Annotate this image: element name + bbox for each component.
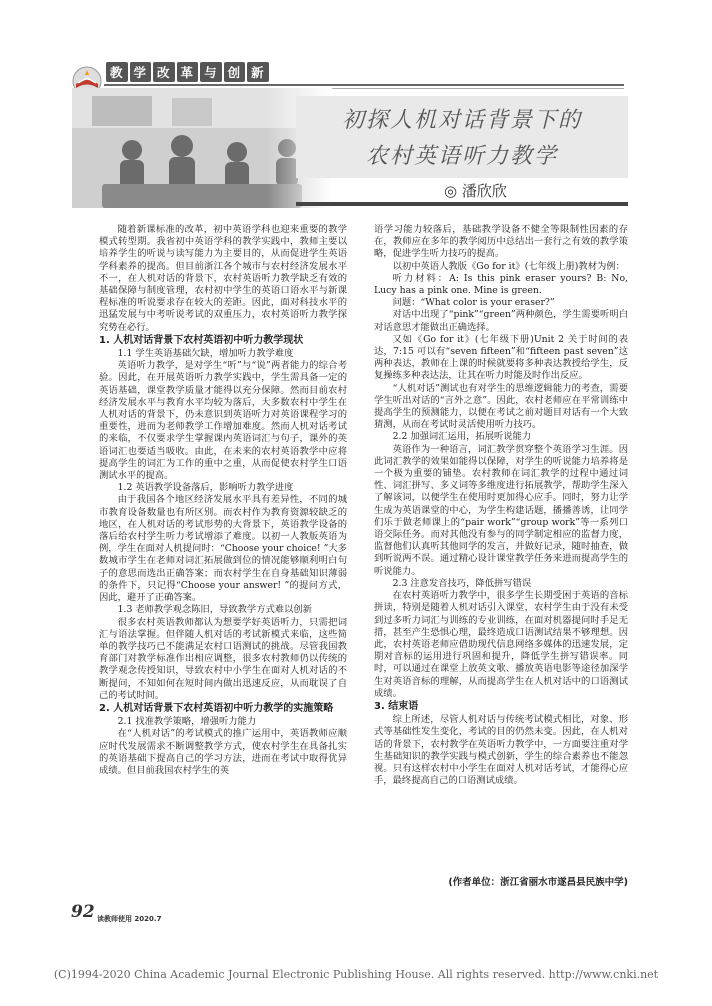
body-paragraph: 英语作为一种语言，词汇教学贯穿整个英语学习生涯。因此词汇教学的效果如能得以保障，对学生的听说能力培养将是一个极为重要的铺垫。农村教师在词汇教学的过程中通过词性、词汇拼写、多义词等多维度进行拓展教学，帮助学生深入了解该词，以便学生在使用时更加得心应手。同时，努力让学生成为英语课堂的中心，为学生构建话题，播播善诱，让同学们乐于做老师课上的“pair work”“group work”等一系列口语交际任务。而对其他没有参与的同学制定相应的监督力度，监督他们认真听其他同学的发言，并做好记录，随时抽查，做到听说两不误。通过精心设计课堂教学任务来进而提高学生的听说能力。 <box>374 443 628 577</box>
column-label <box>106 62 271 82</box>
body-paragraph: 很多农村英语教师都认为想要学好英语听力，只需把词汇与语法掌握。但伴随人机对话的考试新模式来临，这些简单的教学技巧已不能满足农村口语测试的挑战。尽管我国教育部门对教学标准作出相应调整，很多农村教师仍以传统的教学观念传授知识，导致农村中小学生在面对人机对话的不断提问，不知如何在短时间内做出迅速反应，从而耽误了自己的考试时间。 <box>99 616 347 701</box>
body-paragraph: 对话中出现了“pink”“green”两种颜色，学生需要听明白对话意思才能做出正确选择。 <box>374 309 628 333</box>
body-paragraph: 又如《Go for it》(七年级下册)Unit 2 关于时间的表达，7:15 可以有“seven fifteen”和“fifteen past seven”这两种表达，教师在上课的时候就要将多种表达教授给学生，反复操练多种表达法，让其在听力时能及时作出反应。 <box>374 333 628 382</box>
column-char: 改 <box>153 62 175 82</box>
column-char: 学 <box>130 62 152 82</box>
title-underline <box>296 202 628 206</box>
body-paragraph: 听力材料：A: Is this pink eraser yours? B: No, Lucy has a pink one. Mine is green. <box>374 272 628 297</box>
author-name: ◎ 潘欣欣 <box>444 182 507 200</box>
classroom-photo <box>72 88 332 208</box>
body-paragraph: “人机对话”测试也有对学生的思维逻辑能力的考查，需要学生听出对话的“言外之意”。因此，农村老师应在平常训练中提高学生的预测能力，以便在考试之前对题目对话有一个大致猜测，从而在考试时灵活使用听力技巧。 <box>374 382 628 431</box>
subsection-heading: 2.2 加强词汇运用，拓展听说能力 <box>392 431 532 443</box>
right-column <box>374 224 628 787</box>
section-heading: 3. 结束语 <box>374 700 419 712</box>
subsection-heading: 1.2 英语教学设备落后，影响听力教学进度 <box>117 482 294 494</box>
column-char: 创 <box>224 62 246 82</box>
author-affiliation: (作者单位：浙江省丽水市遂昌县民族中学) <box>448 877 628 888</box>
body-paragraph: 由于我国各个地区经济发展水平具有差异性，不同的城市教育设备数量也有所区别。而农村作为教育资源较缺乏的地区，在人机对话的考试形势的大背景下，英语教学设备的落后给农村学生听力考试增添了难度。以初一人教版英语为例，学生在面对人机提问时：“Choose your choice! ”大多数城市学生在老师对词汇拓展做到位的情况能够顺利明白句子的意思而选出正确答案；而农村学生在自身基础知识薄弱的条件下，只记得“Choose your answer! ”的提问方式，因此，避开了正确答案。 <box>99 494 347 604</box>
column-char: 革 <box>177 62 199 82</box>
body-paragraph: 随着新课标准的改革，初中英语学科也迎来重要的教学模式转型期。我省初中英语学科的教学实践中，教师主要以培养学生的听说与读写能力为主要目的，从而促进学生英语学科素养的提高。但目前浙江各个城市与农村经济发展水平不一，在人机对话的背景下，农村英语听力教学缺乏有效的基础保障与制度管理，农村初中学生的英语口语水平与新课程标准的听说要求存在较大的差距。因此，面对科技水平的迅猛发展与中考听说考试的双重压力，农村英语听力教学探究势在必行。 <box>99 224 347 333</box>
section-heading: 2. 人机对话背景下农村英语初中听力教学的实施策略 <box>99 702 334 714</box>
article-title-line1: 初探人机对话背景下的 <box>341 108 582 133</box>
page-number: 92 <box>71 902 95 922</box>
body-paragraph: 英语听力教学，是对学生“听”与“说”两者能力的综合考验。因此，在开展英语听力教学实践中，学生需具备一定的英语基础，课堂教学质量才能得以充分保障。然而目前农村经济发展水平与教育水平均较为落后，大多数农村中学生在人机对话的背景下，仍未意识到英语听力对英语课程学习的重要性，进而为老师教学工作增加难度。然而人机对话考试的来临，不仅要求学生掌握课内英语词汇与句子，课外的英语词汇也要适当吸收。由此，在未来的农村英语教学中应将提高学生的词汇为工作的重中之重，从而促使农村学生口语测试水平的提高。 <box>99 360 347 482</box>
column-char: 与 <box>200 62 222 82</box>
body-paragraph: 以初中英语人教版《Go for it》(七年级上册)教材为例： <box>392 260 625 272</box>
subsection-heading: 1.3 老师教学观念陈旧，导致教学方式难以创新 <box>117 604 312 616</box>
body-paragraph: 综上所述，尽管人机对话与传统考试模式相比，对象、形式等基础性发生变化，考试的目的仍然未变。因此，在人机对话的背景下，农村教学在英语听力教学中，一方面要注重对学生基础知识的教学实践与模式创新，学生的综合素养也不能忽视。只有这样农村中小学生在面对人机对话考试，才能得心应手，最终提高自己的口语测试成绩。 <box>374 714 628 787</box>
subsection-heading: 2.1 找准教学策略，增强听力能力 <box>117 716 257 728</box>
column-char: 新 <box>247 62 269 82</box>
body-paragraph: 在“人机对话”的考试模式的推广运用中，英语教师应顺应时代发展需求不断调整教学方式，使农村学生在具备扎实的英语基础下提高自己的学习方法，进而在考试中取得优异成绩。但目前我国农村学生的英 <box>99 728 347 776</box>
header-rule <box>104 84 624 86</box>
copyright-footer: (C)1994-2020 China Academic Journal Electronic Publishing House. All rights reserved. http://www.cnki.net <box>53 968 659 981</box>
article-title-line2: 农村英语听力教学 <box>365 144 558 169</box>
body-paragraph: 问题：“What color is your eraser?” <box>392 297 555 309</box>
column-char: 教 <box>106 62 128 82</box>
body-paragraph: 在农村英语听力教学中，很多学生长期受困于英语的音标拼读，特别是随着人机对话引入课堂，农村学生由于没有未受到过多听力词汇与训练的专业训练，在面对机器提问时手足无措，甚至产生恐惧心理，最终造成口语测试结果不够理想。因此，农村英语老师应借助现代信息网络多媒体的迅速发展，定期对音标的运用进行巩固和提升，降低学生拼写错误率。同时，可以通过在课堂上放英文歌、播放英语电影等途径加深学生对英语音标的理解，从而提高学生在人机对话中的口语测试成绩。 <box>374 590 628 699</box>
left-column <box>99 224 347 777</box>
section-heading: 1. 人机对话背景下农村英语初中听力教学现状 <box>99 334 304 346</box>
journal-issue: 读教师使用 2020.7 <box>97 915 162 923</box>
subsection-heading: 1.1 学生英语基础欠缺，增加听力教学难度 <box>117 348 294 360</box>
subsection-heading: 2.3 注意发音技巧，降低拼写错误 <box>392 577 532 589</box>
body-paragraph: 语学习能力较落后，基础教学设备不健全等限制性因素的存在，教师应在多年的教学阅历中总结出一套行之有效的教学策略，促进学生听力技巧的提高。 <box>374 224 628 260</box>
